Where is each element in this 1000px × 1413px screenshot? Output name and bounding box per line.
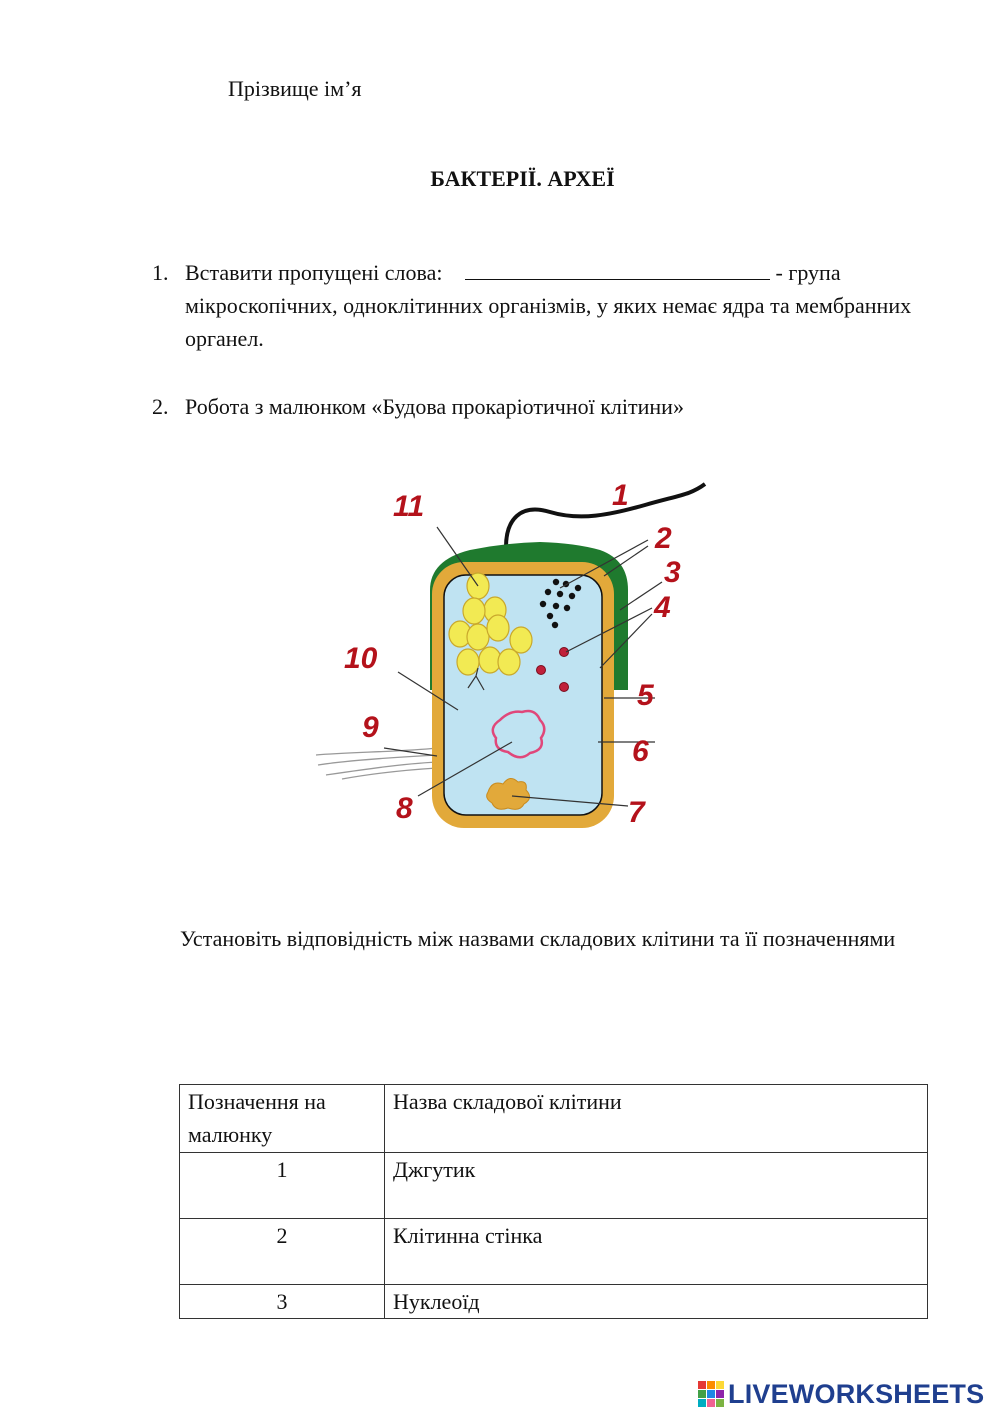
- fill-in-blank[interactable]: [465, 257, 770, 280]
- diagram-label-1: 1: [612, 479, 629, 512]
- diagram-label-10: 10: [344, 642, 378, 675]
- table-row: [180, 1285, 928, 1319]
- table-row: [180, 1219, 928, 1285]
- question-2: [152, 390, 942, 423]
- diagram-label-9: 9: [362, 711, 379, 744]
- question-2-text: Робота з малюнком «Будова прокаріотичної клітини»: [185, 394, 684, 419]
- table-row: [180, 1153, 928, 1219]
- logo-grid-icon: [698, 1381, 724, 1407]
- diagram-label-8: 8: [396, 792, 413, 825]
- answer-table: [179, 1084, 928, 1319]
- diagram-label-7: 7: [628, 796, 645, 829]
- diagram-label-2: 2: [655, 522, 672, 555]
- row-component-name: Джгутик: [385, 1153, 928, 1219]
- diagram-label-3: 3: [664, 556, 681, 589]
- worksheet-title: БАКТЕРІЇ. АРХЕЇ: [430, 166, 615, 191]
- pili: [316, 748, 437, 779]
- question-2-number: 2.: [152, 394, 169, 419]
- diagram-label-6: 6: [632, 735, 649, 768]
- question-1-prefix: Вставити пропущені слова:: [185, 260, 443, 285]
- matching-instruction: Установіть відповідність між назвами складових клітини та її позначеннями: [180, 926, 896, 951]
- row-component-name: Нуклеоїд: [385, 1285, 928, 1319]
- name-label: Прізвище ім’я: [228, 76, 362, 101]
- question-1: [152, 256, 942, 355]
- row-number: 1: [180, 1153, 385, 1219]
- question-1-rest: мікроскопічних, одноклітинних організмів, у яких немає ядра та мембранних органел.: [185, 293, 912, 351]
- flagellum: [506, 484, 705, 547]
- question-1-suffix: - група: [775, 260, 841, 285]
- row-number: 3: [180, 1285, 385, 1319]
- liveworksheets-logo[interactable]: [698, 1378, 984, 1410]
- diagram-label-11: 11: [393, 490, 425, 523]
- row-component-name: Клітинна стінка: [385, 1219, 928, 1285]
- question-1-number: 1.: [152, 260, 169, 285]
- row-number: 2: [180, 1219, 385, 1285]
- column-header-component-name: Назва складової клітини: [385, 1085, 928, 1153]
- column-header-designation: Позначення на малюнку: [180, 1085, 385, 1153]
- logo-text: LIVEWORKSHEETS: [728, 1378, 985, 1409]
- table-header-row: [180, 1085, 928, 1153]
- prokaryotic-cell-diagram: [270, 468, 750, 848]
- diagram-label-4: 4: [654, 591, 671, 624]
- diagram-label-5: 5: [637, 679, 654, 712]
